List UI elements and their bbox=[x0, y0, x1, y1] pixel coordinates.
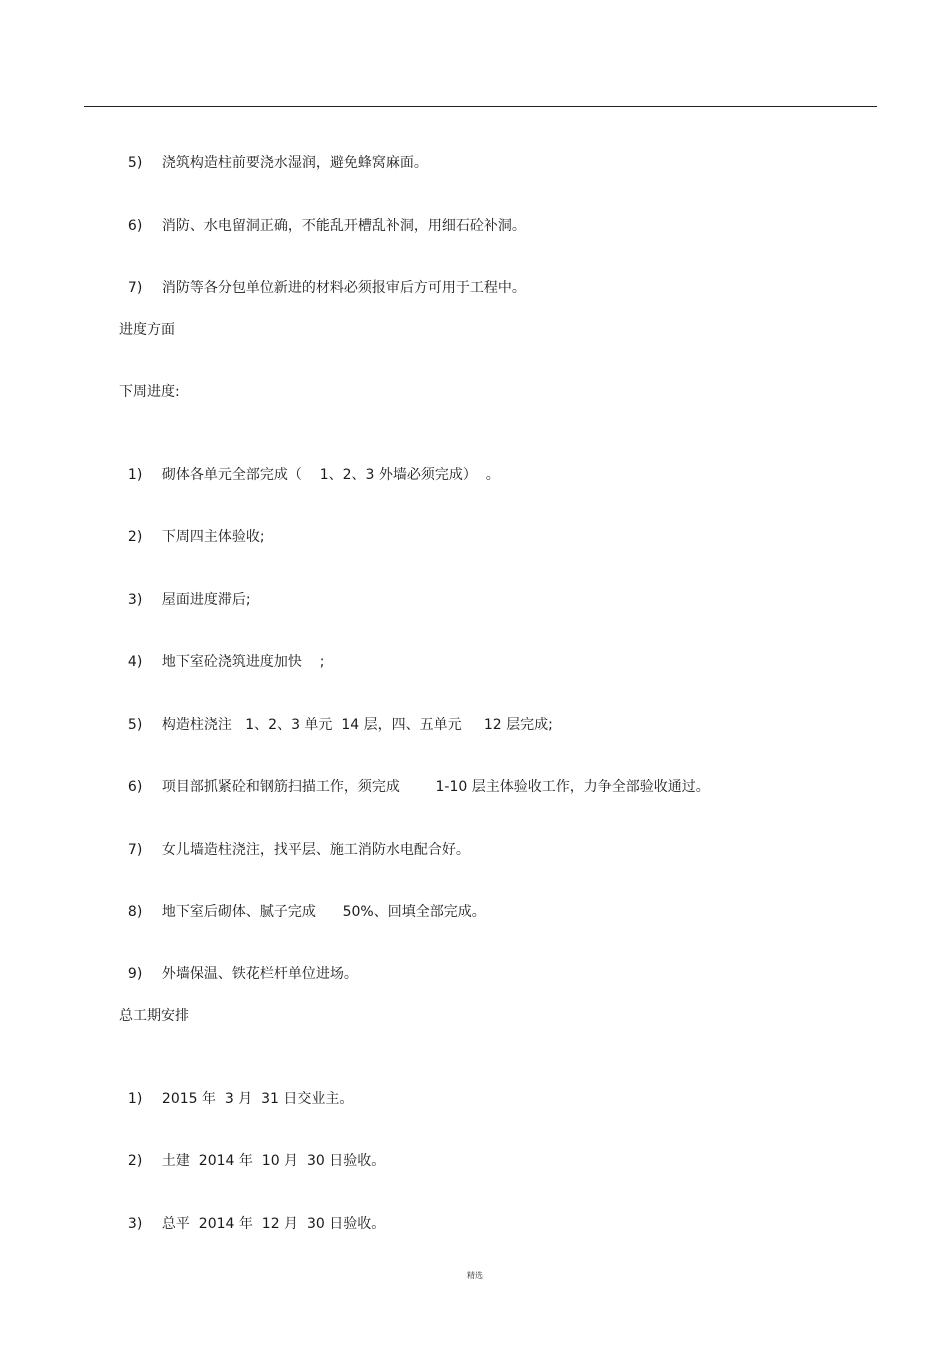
item-number: 1) bbox=[127, 467, 143, 483]
item-text: 地下室砼浇筑进度加快 ; bbox=[161, 654, 325, 670]
list-item bbox=[119, 133, 428, 173]
item-text: 项目部抓紧砼和钢筋扫描工作，须完成 1-10 层主体验收工作，力争全部验收通过。 bbox=[161, 779, 710, 795]
item-text: 构造柱浇注 1、2、3 单元 14 层，四、五单元 12 层完成; bbox=[161, 717, 553, 733]
header-rule bbox=[84, 106, 877, 107]
item-number: 6) bbox=[127, 779, 143, 795]
item-number: 5) bbox=[127, 155, 143, 171]
item-number: 7) bbox=[127, 842, 143, 858]
list-item bbox=[119, 695, 553, 735]
item-number: 1) bbox=[127, 1091, 143, 1107]
item-number: 2) bbox=[127, 1153, 143, 1169]
list-item bbox=[119, 196, 526, 236]
item-number: 4) bbox=[127, 654, 143, 670]
list-item bbox=[119, 445, 500, 485]
list-item bbox=[119, 1131, 385, 1171]
item-text: 屋面进度滞后; bbox=[161, 592, 251, 608]
list-item bbox=[119, 258, 526, 298]
list-item bbox=[119, 507, 265, 547]
item-text: 土建 2014 年 10 月 30 日验收。 bbox=[161, 1153, 386, 1169]
item-number: 6) bbox=[127, 218, 143, 234]
item-text: 女儿墙造柱浇注，找平层、施工消防水电配合好。 bbox=[161, 842, 470, 858]
item-text: 砌体各单元全部完成（ 1、2、3 外墙必须完成） 。 bbox=[161, 467, 500, 483]
list-item bbox=[119, 882, 486, 922]
item-number: 5) bbox=[127, 717, 143, 733]
item-number: 3) bbox=[127, 592, 143, 608]
list-item bbox=[119, 1069, 353, 1109]
item-text: 消防等各分包单位新进的材料必须报审后方可用于工程中。 bbox=[161, 280, 526, 296]
item-text: 浇筑构造柱前要浇水湿润，避免蜂窝麻面。 bbox=[161, 155, 428, 171]
list-item bbox=[119, 820, 470, 860]
item-text: 2015 年 3 月 31 日交业主。 bbox=[161, 1091, 354, 1107]
item-text: 下周四主体验收; bbox=[161, 529, 265, 545]
list-item bbox=[119, 757, 710, 797]
item-text: 地下室后砌体、腻子完成 50%、回填全部完成。 bbox=[161, 904, 486, 920]
list-item bbox=[119, 570, 251, 610]
section-heading-schedule: 总工期安排 bbox=[119, 1008, 189, 1024]
item-text: 消防、水电留洞正确，不能乱开槽乱补洞，用细石砼补洞。 bbox=[161, 218, 526, 234]
item-text: 外墙保温、铁花栏杆单位进场。 bbox=[161, 966, 358, 982]
section-heading-progress: 进度方面 bbox=[119, 322, 175, 338]
footer-watermark: 精选 bbox=[467, 1271, 483, 1280]
subheading-next-week: 下周进度: bbox=[119, 384, 180, 400]
list-item bbox=[119, 632, 324, 672]
item-text: 总平 2014 年 12 月 30 日验收。 bbox=[161, 1216, 386, 1232]
list-item bbox=[119, 944, 358, 984]
item-number: 8) bbox=[127, 904, 143, 920]
item-number: 7) bbox=[127, 280, 143, 296]
list-item bbox=[119, 1194, 385, 1234]
item-number: 9) bbox=[127, 966, 143, 982]
item-number: 3) bbox=[127, 1216, 143, 1232]
item-number: 2) bbox=[127, 529, 143, 545]
